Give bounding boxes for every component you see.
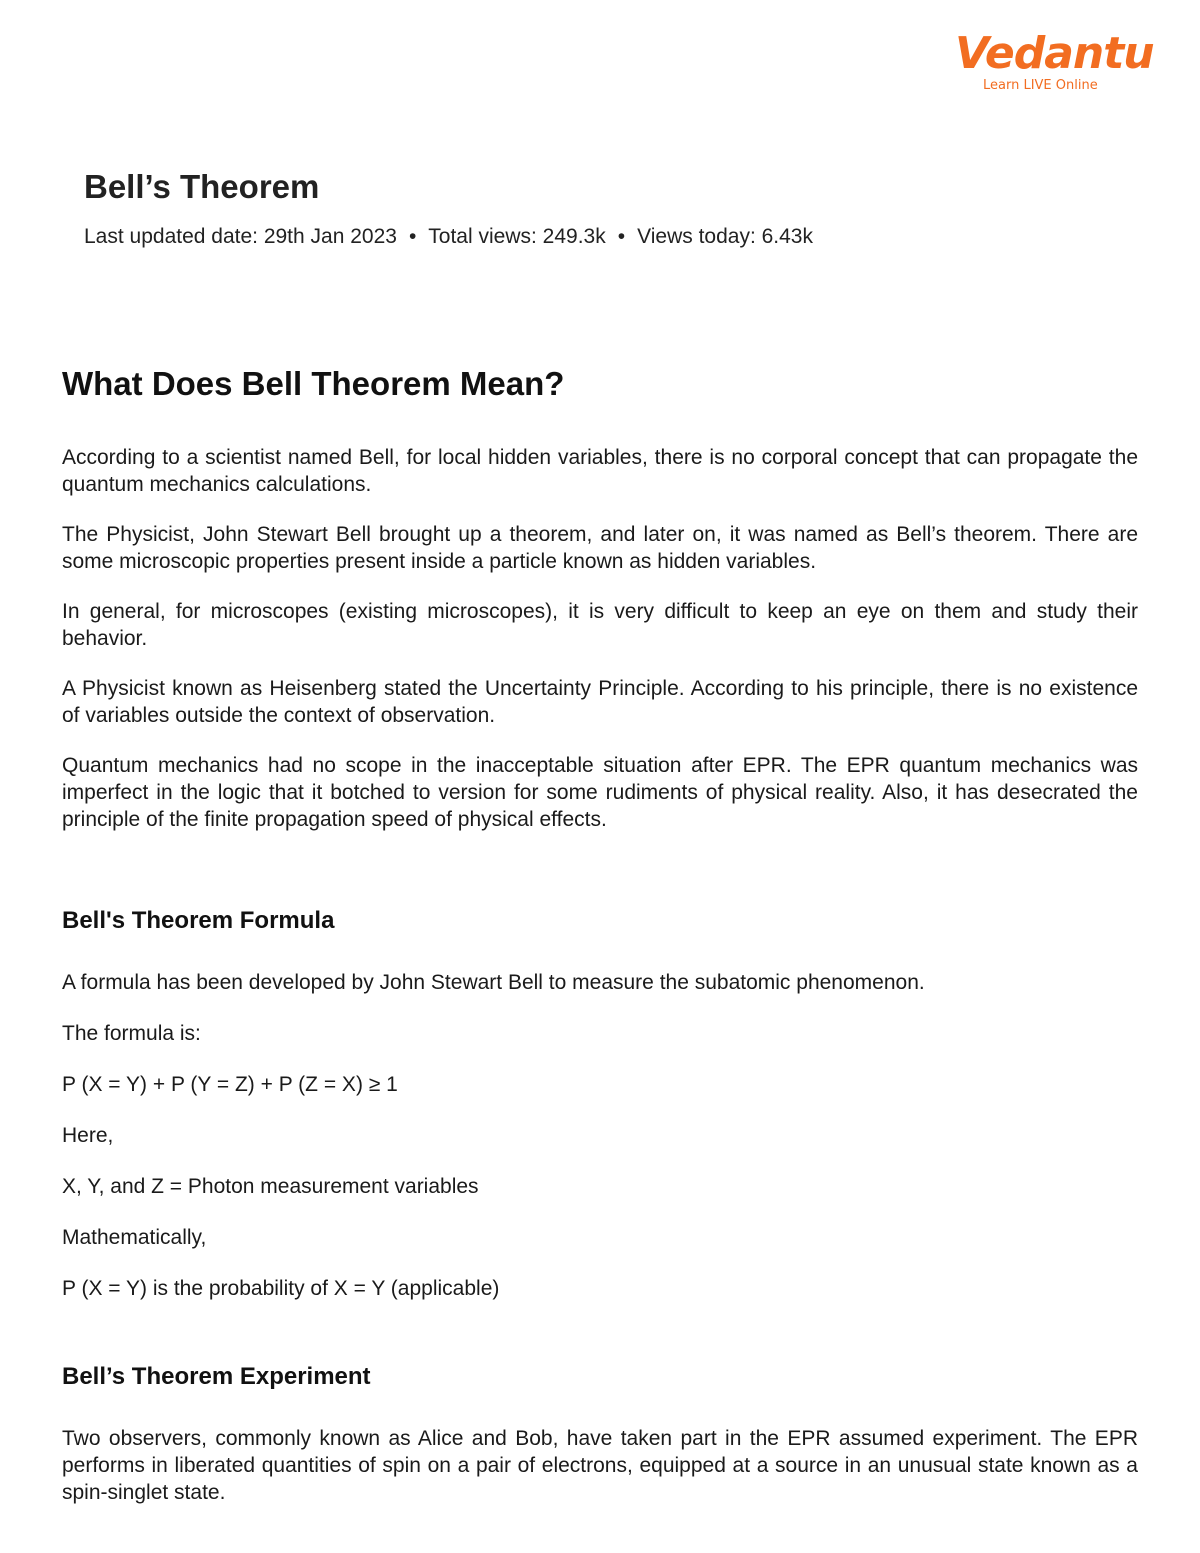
- paragraph: According to a scientist named Bell, for local hidden variables, there is no corporal concept that can propagate the quantum mechanics calculations.: [62, 446, 1138, 496]
- formula-probability: P (X = Y) is the probability of X = Y (applicable): [62, 1277, 500, 1300]
- section-heading-meaning: What Does Bell Theorem Mean?: [62, 365, 565, 402]
- last-updated-date: Last updated date: 29th Jan 2023: [84, 225, 397, 248]
- section-heading-formula: Bell's Theorem Formula: [62, 907, 335, 934]
- logo-tagline: Learn LIVE Online: [983, 78, 1098, 93]
- meta-separator: •: [408, 225, 417, 248]
- meta-separator: •: [617, 225, 626, 248]
- section-heading-experiment: Bell’s Theorem Experiment: [62, 1363, 371, 1390]
- paragraph: The Physicist, John Stewart Bell brought up a theorem, and later on, it was named as Bell’s theorem. There are some microscopic properties present inside a particle known as hidden variables.: [62, 523, 1138, 573]
- article-meta: [84, 225, 813, 249]
- paragraph: Two observers, commonly known as Alice and Bob, have taken part in the EPR assumed experiment. The EPR performs in liberated quantities of spin on a pair of electrons, equipped at a source in an unusual state known as a spin-singlet state.: [62, 1427, 1138, 1504]
- formula-expression: P (X = Y) + P (Y = Z) + P (Z = X) ≥ 1: [62, 1073, 398, 1096]
- total-views: Total views: 249.3k: [428, 225, 606, 248]
- paragraph: A Physicist known as Heisenberg stated the Uncertainty Principle. According to his principle, there is no existence of variables outside the context of observation.: [62, 677, 1138, 727]
- formula-mathematically: Mathematically,: [62, 1226, 207, 1249]
- formula-intro: A formula has been developed by John Stewart Bell to measure the subatomic phenomenon.: [62, 971, 925, 994]
- views-today: Views today: 6.43k: [637, 225, 813, 248]
- article-body: [62, 360, 1138, 1529]
- paragraph: In general, for microscopes (existing microscopes), it is very difficult to keep an eye on them and study their behavior.: [62, 600, 1138, 650]
- formula-label: The formula is:: [62, 1022, 201, 1045]
- vedantu-logo: [955, 28, 1154, 93]
- logo-wordmark: Vedantu: [955, 28, 1154, 79]
- formula-here: Here,: [62, 1124, 114, 1147]
- page-title: Bell’s Theorem: [84, 168, 320, 205]
- formula-variables: X, Y, and Z = Photon measurement variables: [62, 1175, 479, 1198]
- paragraph: Quantum mechanics had no scope in the inacceptable situation after EPR. The EPR quantum mechanics was imperfect in the logic that it botched to version for some rudiments of physical reality. Also, it has desecrated the principle of the finite propagation speed of physical effects.: [62, 754, 1138, 831]
